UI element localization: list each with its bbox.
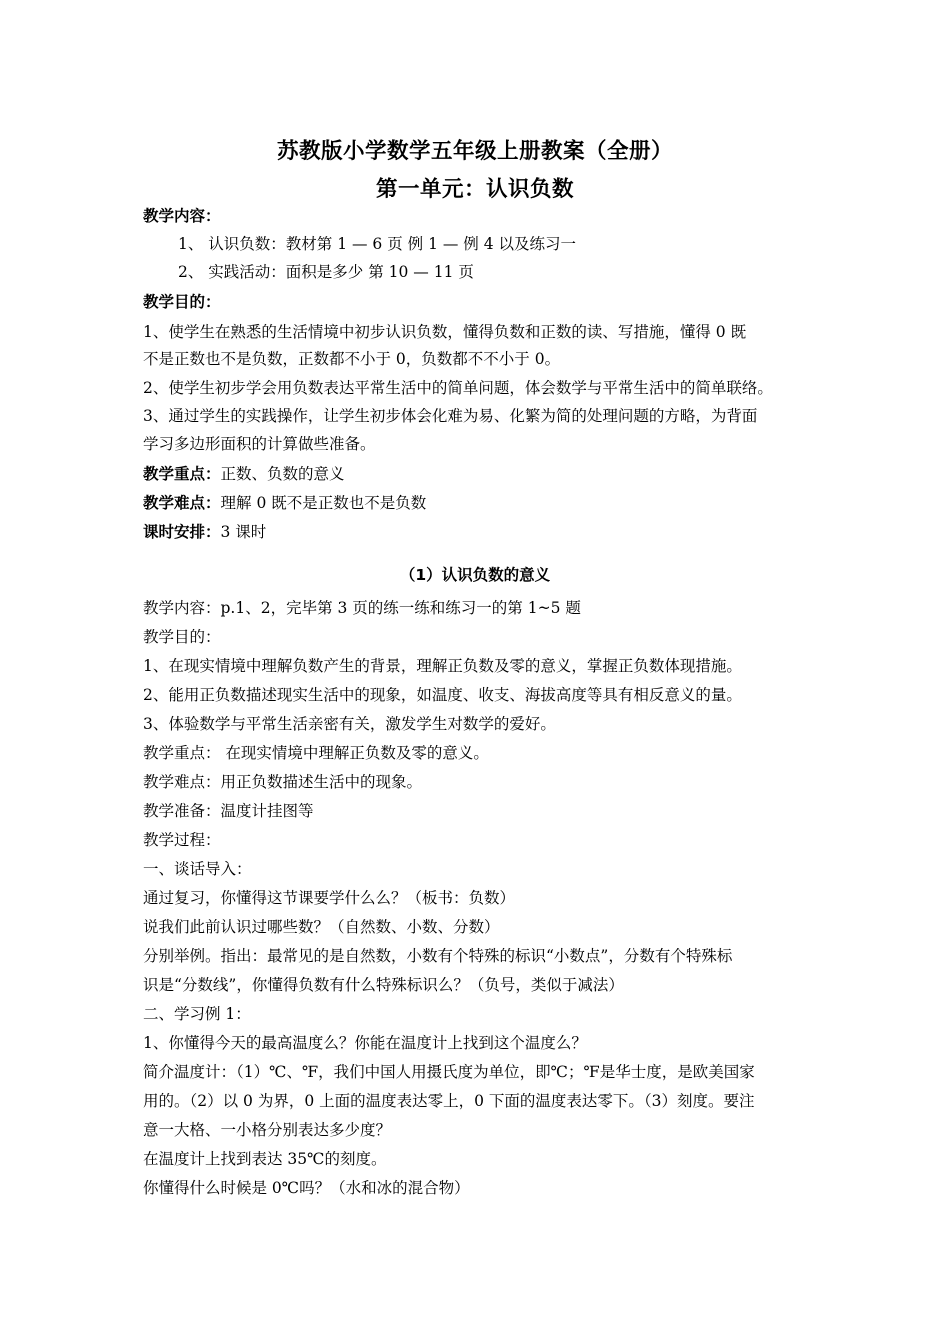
goal-label: 教学目的：	[143, 293, 221, 311]
content-item: 1、 认识负数：教材第 1 — 6 页 例 1 — 例 4 以及练习一	[178, 235, 577, 253]
content-label: 教学内容：	[143, 207, 221, 225]
body-line: 意一大格、一小格分别表达多少度？	[143, 1121, 392, 1139]
body-line: 教学内容：p.1、2，完毕第 3 页的练一练和练习一的第 1~5 题	[143, 599, 581, 617]
body-line: 教学目的：	[143, 628, 221, 646]
body-line: 分别举例。指出：最常见的是自然数，小数有个特殊的标识“小数点”，分数有个特殊标	[143, 947, 733, 965]
key-label: 教学重点：	[143, 465, 221, 483]
body-line: 简介温度计：（1）℃、℉，我们中国人用摄氏度为单位，即℃；℉是华士度，是欧美国家	[143, 1063, 755, 1081]
document-title: 苏教版小学数学五年级上册教案（全册）	[276, 139, 673, 164]
schedule-text: 3 课时	[220, 523, 267, 541]
body-line: 教学过程：	[143, 831, 221, 849]
goal-line: 学习多边形面积的计算做些准备。	[143, 435, 376, 453]
body-line: 教学准备：温度计挂图等	[143, 802, 314, 820]
content-item: 2、 实践活动：面积是多少 第 10 — 11 页	[178, 263, 474, 281]
body-line: 一、谈话导入：	[143, 860, 252, 878]
section-title: （1）认识负数的意义	[399, 566, 551, 584]
goal-line: 1、使学生在熟悉的生活情境中初步认识负数，懂得负数和正数的读、写措施，懂得 0 既	[143, 323, 747, 341]
body-line: 你懂得什么时候是 0℃吗？（水和冰的混合物）	[143, 1179, 470, 1197]
body-line: 2、能用正负数描述现实生活中的现象，如温度、收支、海拔高度等具有相反意义的量。	[143, 686, 742, 704]
schedule-label: 课时安排：	[143, 523, 221, 541]
body-line: 1、在现实情境中理解负数产生的背景，理解正负数及零的意义，掌握正负数体现措施。	[143, 657, 742, 675]
goal-line: 2、使学生初步学会用负数表达平常生活中的简单问题，体会数学与平常生活中的简单联络。	[143, 379, 773, 397]
difficulty-point	[143, 493, 823, 513]
body-line: 教学难点：用正负数描述生活中的现象。	[143, 773, 423, 791]
unit-title: 第一单元：认识负数	[375, 177, 574, 202]
body-line: 识是“分数线”，你懂得负数有什么特殊标识么？（负号，类似于减法）	[143, 976, 624, 994]
body-line: 说我们此前认识过哪些数？（自然数、小数、分数）	[143, 918, 500, 936]
body-line: 3、体验数学与平常生活亲密有关，激发学生对数学的爱好。	[143, 715, 556, 733]
goal-line: 3、通过学生的实践操作，让学生初步体会化难为易、化繁为简的处理问题的方略，为背面	[143, 407, 758, 425]
body-line: 通过复习，你懂得这节课要学什么么？（板书：负数）	[143, 889, 516, 907]
body-line: 在温度计上找到表达 35℃的刻度。	[143, 1150, 387, 1168]
body-line: 用的。（2）以 0 为界，0 上面的温度表达零上，0 下面的温度表达零下。（3）刻度。要注	[143, 1092, 755, 1110]
body-line: 教学重点： 在现实情境中理解正负数及零的意义。	[143, 744, 489, 762]
goal-line: 不是正数也不是负数，正数都不小于 0，负数都不不小于 0。	[143, 350, 561, 368]
difficulty-label: 教学难点：	[143, 494, 221, 512]
key-point	[143, 464, 823, 484]
key-text: 正数、负数的意义	[220, 465, 345, 483]
body-line: 二、学习例 1：	[143, 1005, 251, 1023]
schedule	[143, 522, 823, 542]
body-line: 1、你懂得今天的最高温度么？你能在温度计上找到这个温度么？	[143, 1034, 587, 1052]
difficulty-text: 理解 0 既不是正数也不是负数	[220, 494, 427, 512]
